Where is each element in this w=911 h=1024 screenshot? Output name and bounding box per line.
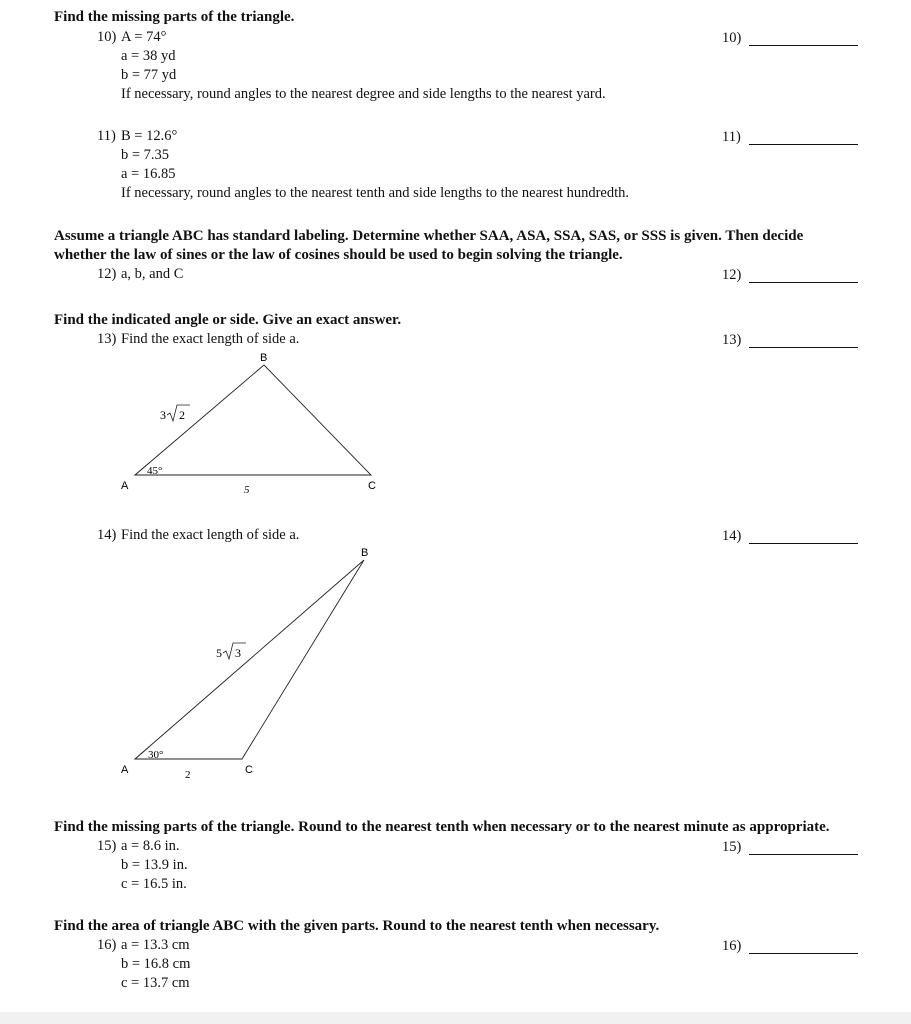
problem-16-number: 16)	[97, 937, 117, 953]
answer-number: 16)	[722, 938, 742, 954]
problem-16-given-1: a = 13.3 cm	[121, 937, 190, 953]
problem-11-given-3: a = 16.85	[121, 166, 176, 182]
radical-coefficient: 3	[160, 408, 166, 422]
side-b-length: 2	[185, 769, 191, 781]
problem-16-given-3: c = 13.7 cm	[121, 975, 190, 991]
section-instruction-exact-answer: Find the indicated angle or side. Give an exact answer.	[54, 312, 402, 328]
problem-14-number: 14)	[97, 527, 117, 543]
vertex-label-b: B	[260, 352, 268, 364]
problem-11-number: 11)	[97, 128, 116, 144]
vertex-label-a: A	[121, 764, 129, 776]
answer-number: 11)	[722, 129, 741, 145]
answer-blank-14[interactable]	[722, 528, 858, 544]
side-c-length-radical	[160, 405, 190, 422]
answer-line	[749, 144, 858, 145]
side-c-length-radical	[216, 643, 246, 660]
problem-13-number: 13)	[97, 331, 117, 347]
problem-12-given: a, b, and C	[121, 266, 184, 282]
answer-blank-11[interactable]	[722, 129, 858, 145]
answer-line	[749, 953, 858, 954]
vertex-label-c: C	[368, 480, 376, 492]
problem-10-given-3: b = 77 yd	[121, 67, 177, 83]
vertex-label-c: C	[245, 764, 253, 776]
section-instruction-law-choice-line-1: Assume a triangle ABC has standard labeling. Determine whether SAA, ASA, SSA, SAS, or SSS is given. Then decide	[54, 228, 804, 244]
angle-a-label: 45°	[147, 465, 163, 477]
vertex-label-b: B	[361, 547, 369, 559]
problem-11-given-2: b = 7.35	[121, 147, 170, 163]
problem-12-number: 12)	[97, 266, 117, 282]
problem-15-number: 15)	[97, 838, 117, 854]
answer-blank-12[interactable]	[722, 267, 858, 283]
angle-a-mark	[135, 747, 149, 759]
answer-line	[749, 347, 858, 348]
vertex-label-a: A	[121, 480, 129, 492]
answer-blank-16[interactable]	[722, 938, 858, 954]
answer-blank-13[interactable]	[722, 332, 858, 348]
answer-number: 15)	[722, 839, 742, 855]
triangle-figure-14	[100, 540, 400, 790]
answer-blank-15[interactable]	[722, 839, 858, 855]
problem-11-rounding-note: If necessary, round angles to the nearest tenth and side lengths to the nearest hundredth.	[121, 185, 630, 201]
radicand: 3	[235, 646, 241, 660]
answer-blank-10[interactable]	[722, 30, 858, 46]
section-instruction-missing-parts: Find the missing parts of the triangle.	[54, 9, 295, 25]
problem-10-given-1: A = 74°	[121, 29, 167, 45]
answer-line	[749, 543, 858, 544]
answer-line	[749, 282, 858, 283]
problem-10-number: 10)	[97, 29, 117, 45]
triangle-outline	[135, 560, 364, 759]
problem-15-given-2: b = 13.9 in.	[121, 857, 188, 873]
answer-number: 13)	[722, 332, 742, 348]
answer-number: 10)	[722, 30, 742, 46]
problem-15-given-1: a = 8.6 in.	[121, 838, 180, 854]
problem-11-given-1: B = 12.6°	[121, 128, 178, 144]
side-b-length: 5	[244, 484, 250, 496]
problem-10-rounding-note: If necessary, round angles to the nearest degree and side lengths to the nearest yard.	[121, 86, 606, 102]
answer-line	[749, 45, 858, 46]
problem-16-given-2: b = 16.8 cm	[121, 956, 191, 972]
problem-13-prompt: Find the exact length of side a.	[121, 331, 300, 347]
section-instruction-round-minute: Find the missing parts of the triangle. Round to the nearest tenth when necessary or to the nearest minute as appropriate.	[54, 819, 830, 835]
problem-15-given-3: c = 16.5 in.	[121, 876, 187, 892]
answer-number: 12)	[722, 267, 742, 283]
problem-10-given-2: a = 38 yd	[121, 48, 176, 64]
section-instruction-law-choice-line-2: whether the law of sines or the law of cosines should be used to begin solving the triangle.	[54, 247, 623, 263]
radicand: 2	[179, 408, 185, 422]
angle-a-label: 30°	[148, 749, 164, 761]
problem-14-prompt: Find the exact length of side a.	[121, 527, 300, 543]
answer-number: 14)	[722, 528, 742, 544]
triangle-outline	[135, 365, 371, 475]
radical-coefficient: 5	[216, 646, 222, 660]
section-instruction-area: Find the area of triangle ABC with the given parts. Round to the nearest tenth when necessary.	[54, 918, 660, 934]
triangle-figure-13	[100, 345, 400, 500]
answer-line	[749, 854, 858, 855]
